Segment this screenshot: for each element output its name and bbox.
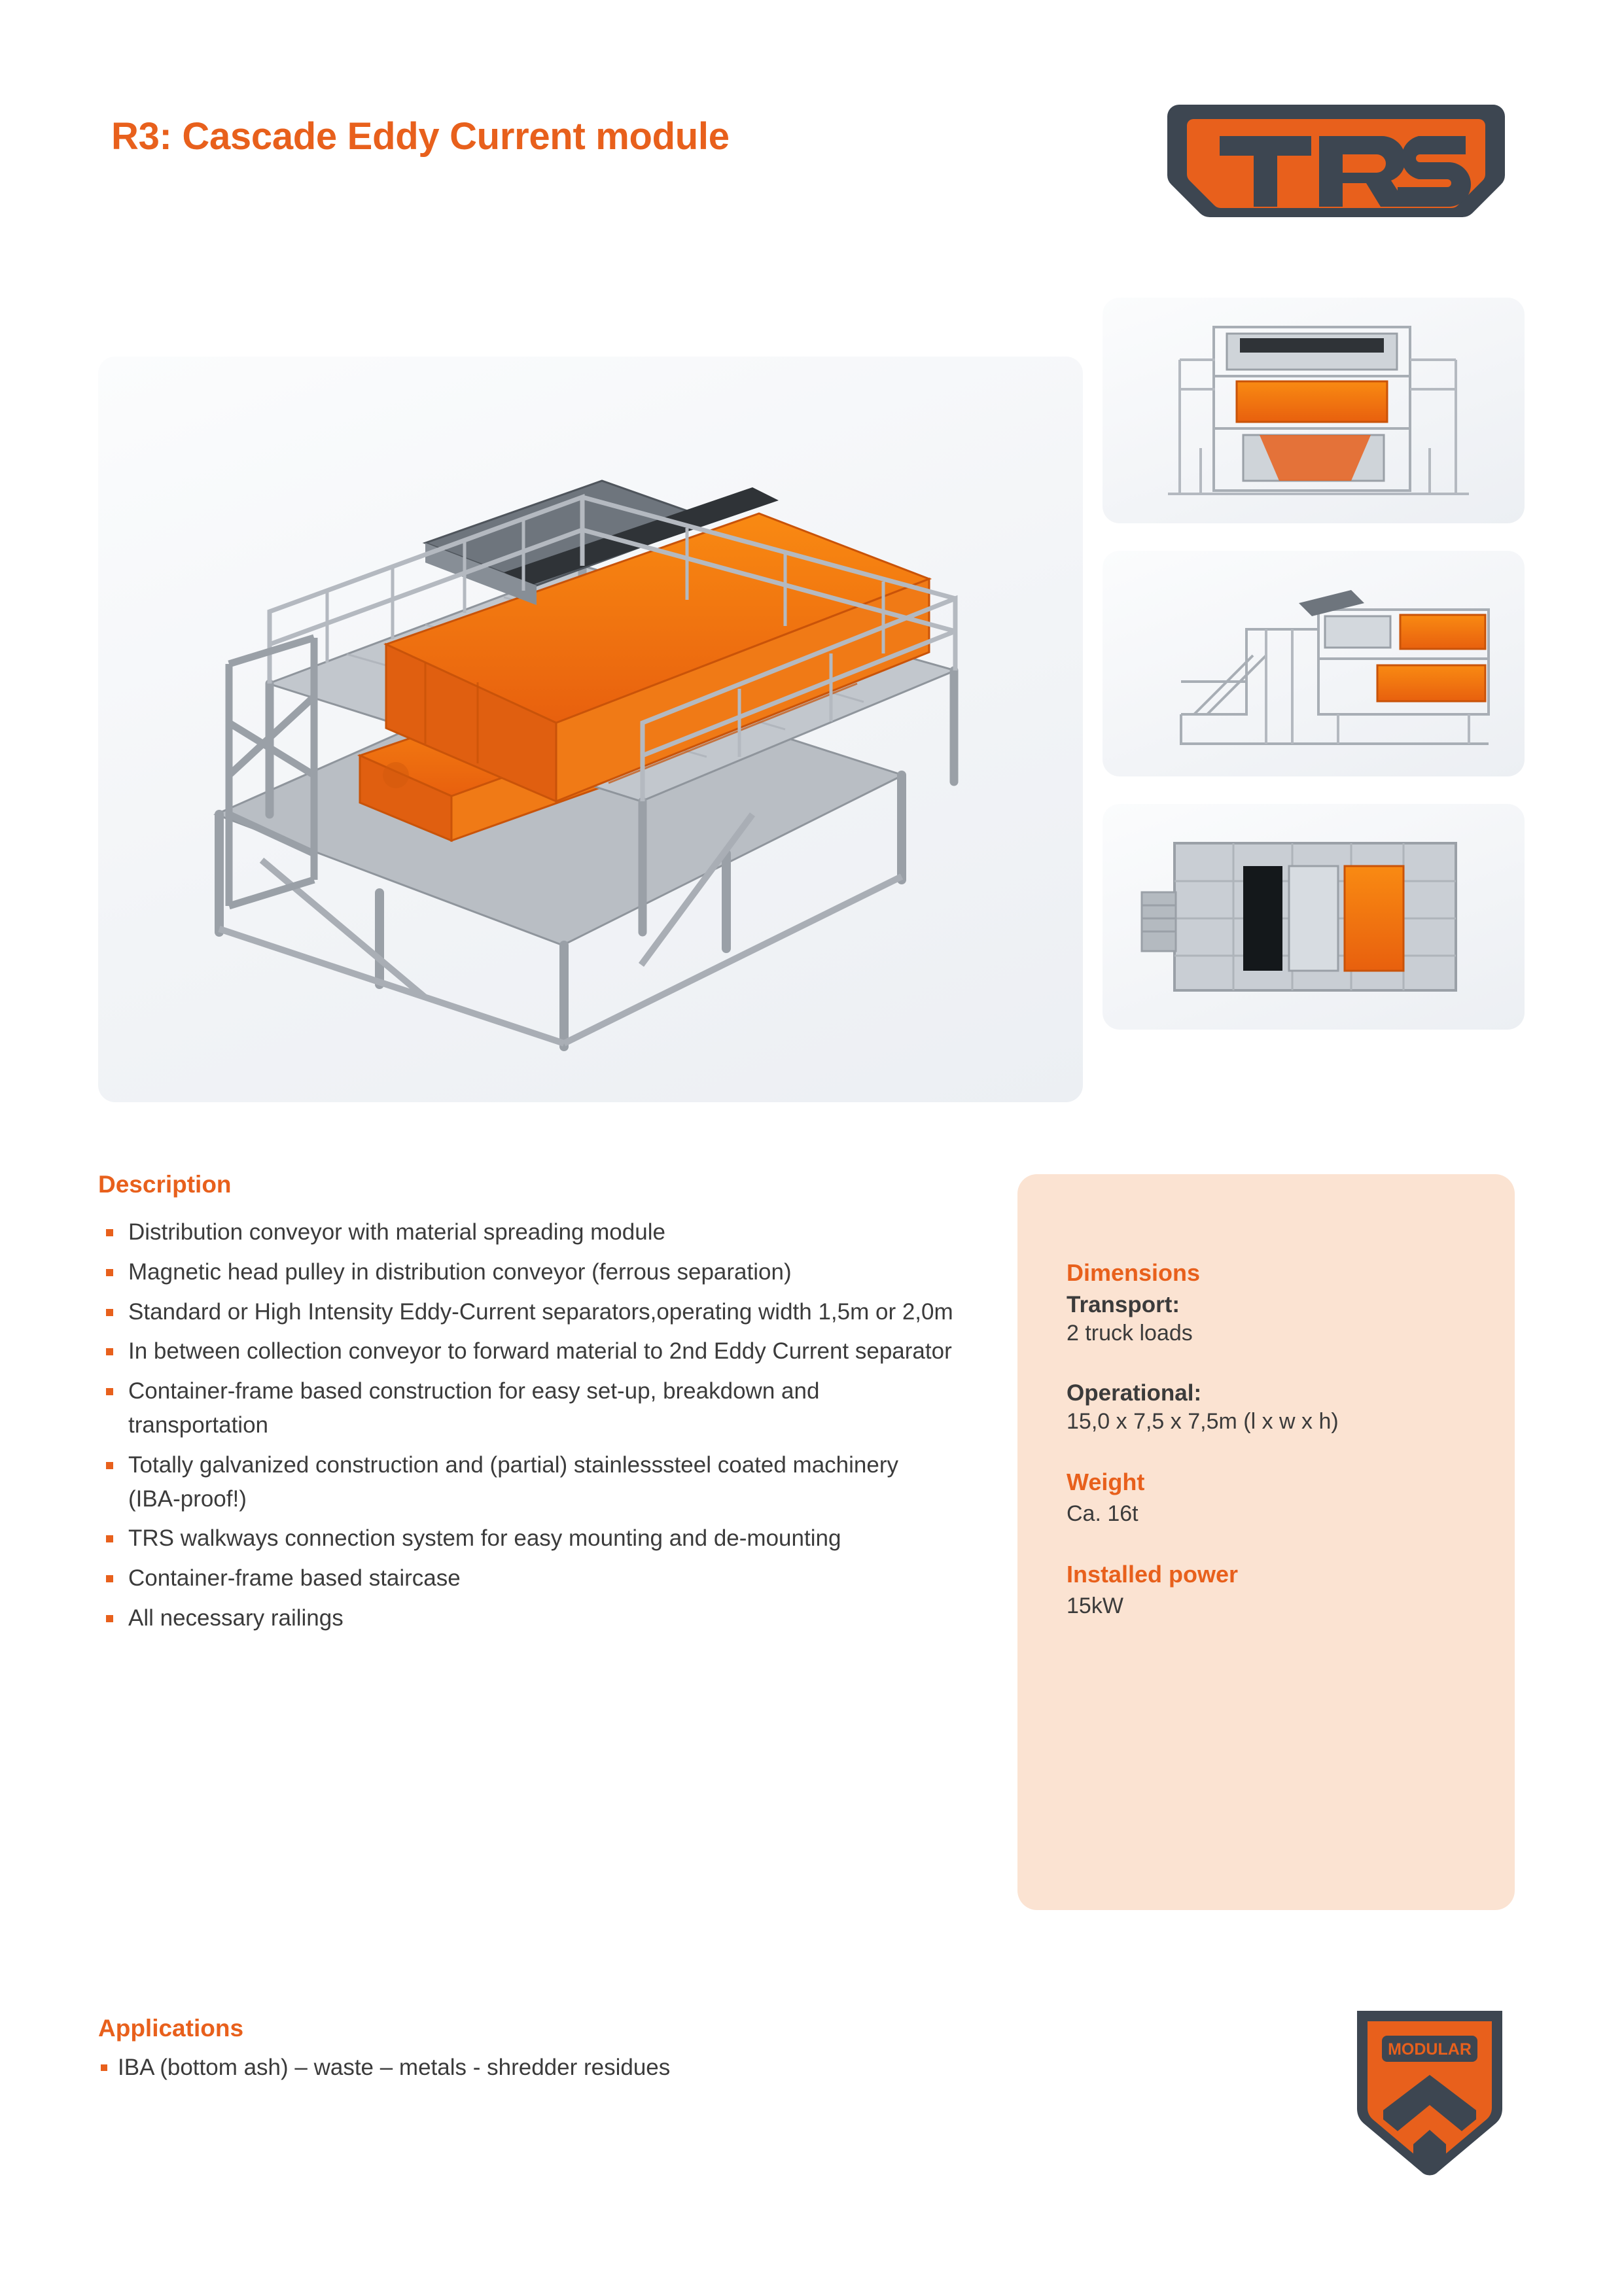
modular-logo [1348, 2002, 1511, 2178]
installed-power-heading: Installed power [1067, 1561, 1239, 1588]
modular-logo-text: MODULAR [1388, 2040, 1472, 2059]
weight-heading: Weight [1067, 1469, 1145, 1495]
installed-power-value: 15kW [1067, 1593, 1123, 1618]
list-item: In between collection conveyor to forward material to 2nd Eddy Current separator [98, 1334, 955, 1368]
list-item: Totally galvanized construction and (partial) stainlesssteel coated machinery (IBA-proof!) [98, 1448, 955, 1516]
description-heading: Description [98, 1171, 232, 1198]
dimensions-heading: Dimensions [1067, 1259, 1201, 1286]
thumbnail-top-view[interactable] [1103, 804, 1525, 1030]
list-item: All necessary railings [98, 1601, 955, 1635]
list-item: Magnetic head pulley in distribution conveyor (ferrous separation) [98, 1255, 955, 1289]
trs-logo [1159, 85, 1513, 235]
list-item: TRS walkways connection system for easy mounting and de-mounting [98, 1522, 955, 1556]
hero-render-image [98, 357, 1083, 1102]
weight-value: Ca. 16t [1067, 1501, 1139, 1526]
list-item: Standard or High Intensity Eddy-Current separators,operating width 1,5m or 2,0m [98, 1295, 955, 1329]
transport-value: 2 truck loads [1067, 1321, 1193, 1346]
page-title: R3: Cascade Eddy Current module [111, 115, 730, 158]
page-header [111, 98, 1513, 255]
applications-section [98, 2015, 1047, 2083]
applications-text: IBA (bottom ash) – waste – metals - shredder residues [98, 2051, 1047, 2083]
operational-value: 15,0 x 7,5 x 7,5m (l x w x h) [1067, 1409, 1339, 1434]
spacer [1067, 1435, 1466, 1469]
thumbnail-side-view[interactable] [1103, 551, 1525, 776]
spacer [1067, 1346, 1466, 1380]
list-item: Container-frame based construction for easy set-up, breakdown and transportation [98, 1374, 955, 1442]
list-item: Container-frame based staircase [98, 1561, 955, 1595]
spacer [1067, 1527, 1466, 1561]
transport-label: Transport: [1067, 1292, 1180, 1317]
applications-heading: Applications [98, 2015, 244, 2042]
thumbnail-front-view[interactable] [1103, 298, 1525, 523]
description-section [98, 1171, 955, 1641]
list-item: Distribution conveyor with material spreading module [98, 1215, 955, 1249]
description-list [98, 1215, 955, 1635]
specifications-panel [1017, 1174, 1515, 1910]
thumbnail-gallery [1103, 298, 1525, 1057]
operational-label: Operational: [1067, 1380, 1202, 1406]
